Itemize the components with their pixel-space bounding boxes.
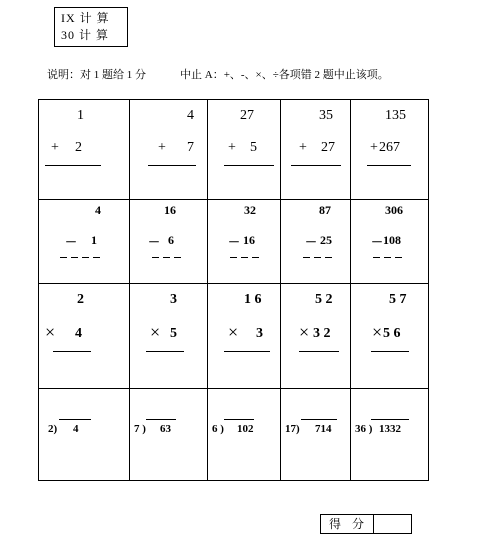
divisor: 6 ) — [212, 423, 224, 435]
test-title-box — [54, 7, 128, 47]
dash-line — [174, 257, 181, 258]
times-sign: × — [299, 322, 310, 342]
dividend: 1332 — [379, 423, 401, 435]
minus-sign: － — [228, 235, 241, 249]
division-bar — [224, 419, 254, 420]
answer-line — [146, 351, 184, 352]
addend-top: 27 — [240, 108, 254, 123]
addition-problem — [208, 100, 281, 200]
multiplication-problem — [351, 284, 429, 389]
dash-line — [82, 257, 89, 258]
minuend: 306 — [385, 203, 403, 217]
dividend: 63 — [160, 423, 171, 435]
subtraction-row — [39, 200, 429, 284]
addition-problem — [130, 100, 208, 200]
multiplier: 4 — [75, 326, 82, 341]
multiplier: 5 6 — [383, 326, 401, 341]
times-sign: × — [45, 322, 56, 342]
division-problem — [208, 389, 281, 481]
division-problem — [281, 389, 351, 481]
division-bar — [301, 419, 337, 420]
dash-line — [384, 257, 391, 258]
minuend: 4 — [95, 203, 101, 217]
answer-line — [367, 165, 411, 166]
subtrahend: 108 — [383, 233, 401, 247]
divisor: 17) — [285, 423, 300, 435]
multiplicand: 1 6 — [244, 292, 262, 307]
multiplication-problem — [130, 284, 208, 389]
addition-problem — [351, 100, 429, 200]
title-line-2: 30 计 算 — [61, 28, 110, 42]
addend-top: 1 — [77, 108, 84, 123]
times-sign: × — [228, 322, 239, 342]
minuend: 87 — [319, 203, 331, 217]
dash-line — [325, 257, 332, 258]
dividend: 4 — [73, 423, 79, 435]
multiplication-problem — [39, 284, 130, 389]
subtraction-problem — [281, 200, 351, 284]
dash-line — [60, 257, 67, 258]
divisor: 36 ) — [355, 423, 373, 435]
multiplication-problem — [281, 284, 351, 389]
answer-line — [224, 351, 270, 352]
dash-line — [252, 257, 259, 258]
dash-line — [163, 257, 170, 258]
instructions-stop-rule: 中止 A：+、-、×、÷各项错 2 题中止该项。 — [180, 69, 389, 81]
division-problem — [351, 389, 429, 481]
multiplicand: 3 — [170, 292, 177, 307]
addend-bottom: 267 — [379, 140, 400, 155]
dividend: 714 — [315, 423, 332, 435]
answer-line — [45, 165, 101, 166]
subtraction-problem — [208, 200, 281, 284]
answer-line — [371, 351, 409, 352]
subtraction-problem — [351, 200, 429, 284]
subtrahend: 25 — [320, 233, 332, 247]
divisor: 7 ) — [134, 423, 146, 435]
plus-sign: + — [228, 140, 236, 155]
answer-line — [224, 165, 274, 166]
multiplier: 3 — [256, 326, 263, 341]
instructions-scoring: 说明：对 1 题给 1 分 — [47, 69, 146, 81]
addend-bottom: 27 — [321, 140, 335, 155]
division-problem — [39, 389, 130, 481]
dash-line — [314, 257, 321, 258]
addend-bottom: 7 — [187, 140, 194, 155]
addend-top: 135 — [385, 108, 406, 123]
division-problem — [130, 389, 208, 481]
dash-line — [373, 257, 380, 258]
subtrahend: 6 — [168, 233, 174, 247]
plus-sign: + — [370, 140, 378, 155]
division-row — [39, 389, 429, 481]
minus-sign: － — [148, 235, 161, 249]
dash-line — [303, 257, 310, 258]
division-bar — [371, 419, 409, 420]
dash-line — [71, 257, 78, 258]
plus-sign: + — [299, 140, 307, 155]
subtrahend: 1 — [91, 233, 97, 247]
subtrahend: 16 — [243, 233, 255, 247]
times-sign: × — [372, 322, 383, 342]
arithmetic-grid — [38, 99, 429, 481]
multiplication-problem — [208, 284, 281, 389]
dash-line — [152, 257, 159, 258]
addend-bottom: 5 — [250, 140, 257, 155]
answer-line — [148, 165, 196, 166]
addition-problem — [39, 100, 130, 200]
divisor: 2) — [48, 423, 58, 435]
score-box — [320, 514, 412, 534]
multiplier: 3 2 — [313, 326, 331, 341]
dash-line — [230, 257, 237, 258]
answer-line — [53, 351, 91, 352]
dividend: 102 — [237, 423, 254, 435]
subtraction-problem — [39, 200, 130, 284]
multiplicand: 2 — [77, 292, 84, 307]
title-line-1: IX 计 算 — [61, 11, 110, 25]
addition-problem — [281, 100, 351, 200]
times-sign: × — [150, 322, 161, 342]
multiplier: 5 — [170, 326, 177, 341]
minus-sign: － — [65, 235, 78, 249]
answer-line — [291, 165, 341, 166]
answer-line — [299, 351, 339, 352]
score-value-field[interactable] — [374, 515, 411, 533]
addend-top: 4 — [187, 108, 194, 123]
dash-line — [395, 257, 402, 258]
addition-row — [39, 100, 429, 200]
plus-sign: + — [158, 140, 166, 155]
minus-sign: － — [371, 235, 384, 249]
minuend: 16 — [164, 203, 176, 217]
plus-sign: + — [51, 140, 59, 155]
dash-line — [241, 257, 248, 258]
division-bar — [146, 419, 176, 420]
multiplicand: 5 7 — [389, 292, 407, 307]
minuend: 32 — [244, 203, 256, 217]
minus-sign: － — [305, 235, 318, 249]
addend-top: 35 — [319, 108, 333, 123]
division-bar — [59, 419, 91, 420]
multiplicand: 5 2 — [315, 292, 333, 307]
instructions — [47, 66, 389, 82]
multiplication-row — [39, 284, 429, 389]
score-label: 得 分 — [321, 515, 374, 533]
dash-line — [93, 257, 100, 258]
subtraction-problem — [130, 200, 208, 284]
addend-bottom: 2 — [75, 140, 82, 155]
